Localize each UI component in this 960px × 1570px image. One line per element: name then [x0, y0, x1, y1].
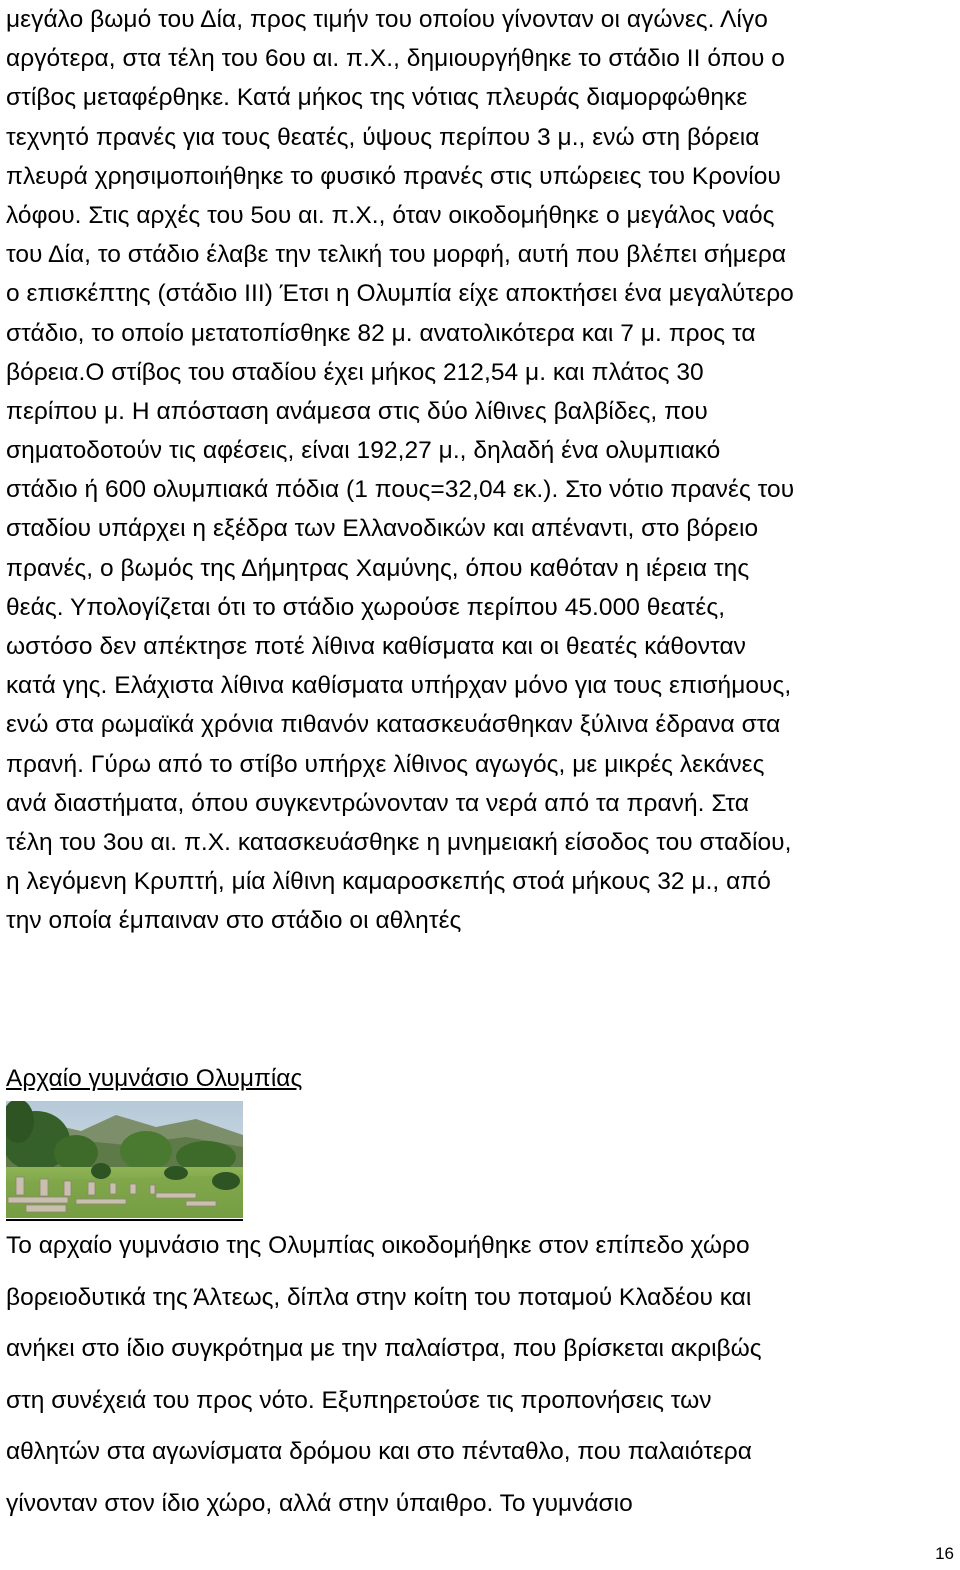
body-paragraph-stadium	[6, 0, 956, 941]
text-line: αργότερα, στα τέλη του 6ου αι. π.Χ., δημιουργήθηκε το στάδιο ΙΙ όπου ο	[6, 45, 785, 73]
text-line: ωστόσο δεν απέκτησε ποτέ λίθινα καθίσματα και οι θεατές κάθονταν	[6, 633, 746, 660]
text-line: πρανή. Γύρω από το στίβο υπήρχε λίθινος αγωγός, με μικρές λεκάνες	[6, 750, 765, 778]
body-paragraph-gymnasium	[6, 1220, 956, 1530]
text-line: ανήκει στο ίδιο συγκρότημα με την παλαίστρα, που βρίσκεται ακριβώς	[6, 1335, 762, 1363]
text-line: αθλητών στα αγωνίσματα δρόμου και στο πένταθλο, που παλαιότερα	[6, 1438, 752, 1466]
text-line: πρανές, ο βωμός της Δήμητρας Χαμύνης, όπου καθόταν η ιέρεια της	[6, 554, 750, 582]
text-line: τέλη του 3ου αι. π.Χ. κατασκευάσθηκε η μνημειακή είσοδος του σταδίου,	[6, 828, 792, 856]
text-line: στάδιο, το οποίο μετατοπίσθηκε 82 μ. ανατολικότερα και 7 μ. προς τα	[6, 319, 756, 347]
text-line: η λεγόμενη Κρυπτή, μία λίθινη καμαροσκεπής στοά μήκους 32 μ., από	[6, 868, 771, 896]
text-line: Το αρχαίο γυμνάσιο της Ολυμπίας οικοδομήθηκε στον επίπεδο χώρο	[6, 1232, 750, 1259]
text-line: σηματοδοτούν τις αφέσεις, είναι 192,27 μ., δηλαδή ένα ολυμπιακό	[6, 437, 721, 465]
text-line: περίπου μ. Η απόσταση ανάμεσα στις δύο λίθινες βαλβίδες, που	[6, 397, 708, 425]
text-line: ανά διαστήματα, όπου συγκεντρώνονταν τα νερά από τα πρανή. Στα	[6, 789, 749, 817]
text-line: μεγάλο βωμό του Δία, προς τιμήν του οποίου γίνονταν οι αγώνες. Λίγο	[6, 6, 768, 33]
text-line: στάδιο ή 600 ολυμπιακά πόδια (1 πους=32,04 εκ.). Στο νότιο πρανές του	[6, 476, 795, 504]
text-line: γίνονταν στον ίδιο χώρο, αλλά στην ύπαιθρο. Το γυμνάσιο	[6, 1489, 633, 1517]
gymnasium-ruins-photo	[6, 1101, 243, 1218]
text-line: πλευρά χρησιμοποιήθηκε το φυσικό πρανές στις υπώρειες του Κρονίου	[6, 162, 781, 190]
text-line: τεχνητό πρανές για τους θεατές, ύψους περίπου 3 μ., ενώ στη βόρεια	[6, 123, 760, 151]
section-heading-link[interactable]: Αρχαίο γυμνάσιο Ολυμπίας	[6, 1065, 303, 1092]
text-line: θεάς. Υπολογίζεται ότι το στάδιο χωρούσε περίπου 45.000 θεατές,	[6, 593, 726, 621]
text-line: ο επισκέπτης (στάδιο ΙΙΙ) Έτσι η Ολυμπία είχε αποκτήσει ένα μεγαλύτερο	[6, 280, 794, 308]
text-line: την οποία έμπαιναν στο στάδιο οι αθλητές	[6, 907, 462, 935]
text-line: στίβος μεταφέρθηκε. Κατά μήκος της νότιας πλευράς διαμορφώθηκε	[6, 84, 748, 112]
text-line: σταδίου υπάρχει η εξέδρα των Ελλανοδικών και απέναντι, στο βόρειο	[6, 515, 759, 543]
text-line: κατά γης. Ελάχιστα λίθινα καθίσματα υπήρχαν μόνο για τους επισήμους,	[6, 672, 792, 700]
text-line: ενώ στα ρωμαϊκά χρόνια πιθανόν κατασκευάσθηκαν ξύλινα έδρανα στα	[6, 711, 781, 739]
text-line: του Δία, το στάδιο έλαβε την τελική του μορφή, αυτή που βλέπει σήμερα	[6, 241, 787, 269]
page-number: 16	[935, 1544, 954, 1563]
text-line: βορειοδυτικά της Άλτεως, δίπλα στην κοίτη του ποταμού Κλαδέου και	[6, 1283, 752, 1311]
text-line: βόρεια.Ο στίβος του σταδίου έχει μήκος 212,54 μ. και πλάτος 30	[6, 358, 704, 386]
text-line: λόφου. Στις αρχές του 5ου αι. π.Χ., όταν οικοδομήθηκε ο μεγάλος ναός	[6, 201, 775, 229]
text-line: στη συνέχειά του προς νότο. Εξυπηρετούσε τις προπονήσεις των	[6, 1386, 712, 1414]
